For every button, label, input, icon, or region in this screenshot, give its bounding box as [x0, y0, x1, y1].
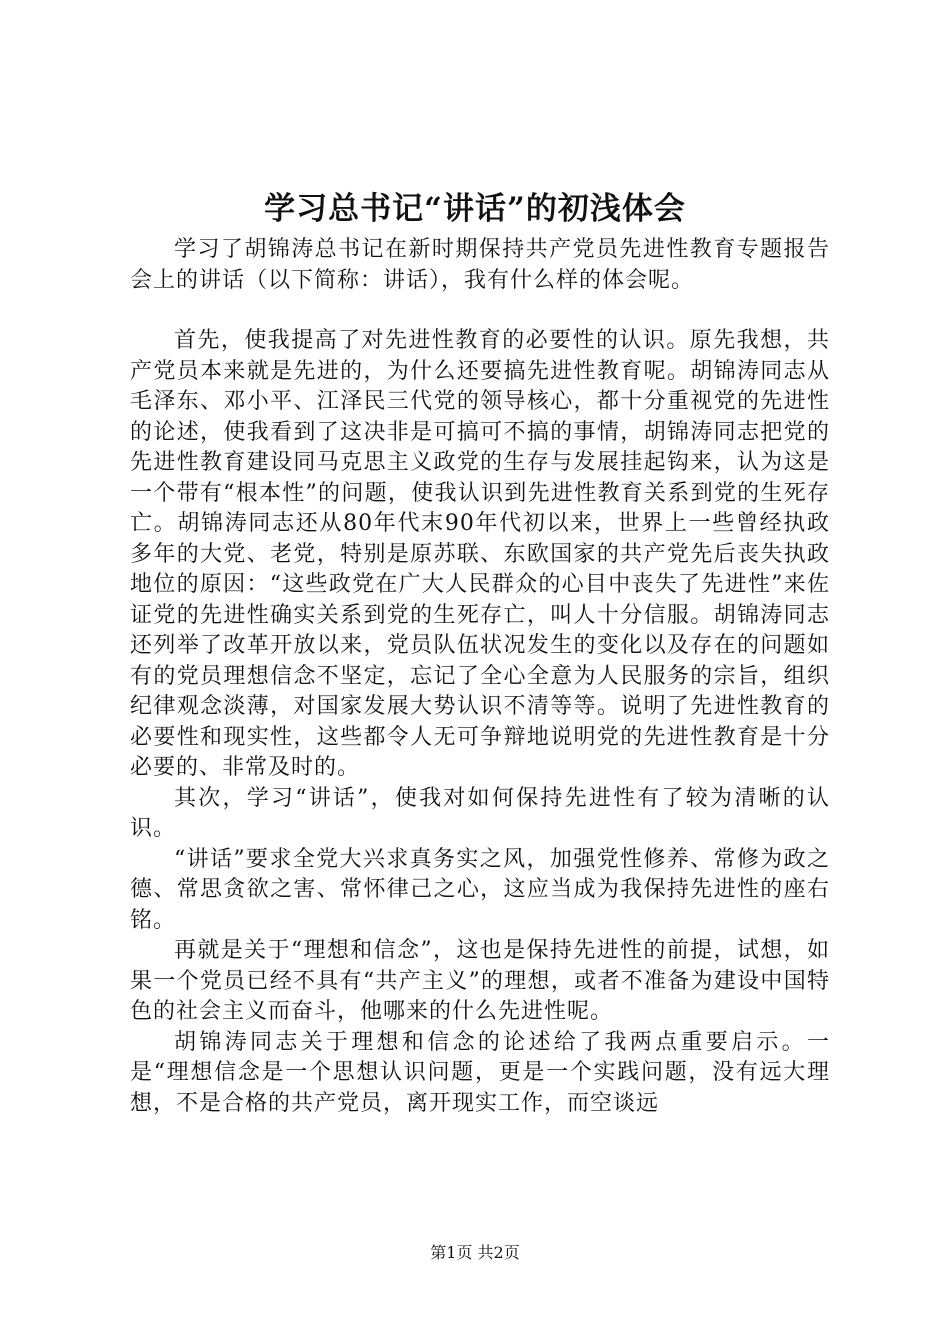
paragraph-ideals-beliefs: 再就是关于“理想和信念”，这也是保持先进性的前提，试想，如果一个党员已经不具有“共产主义”的理想，或者不准备为建设中国特色的社会主义而奋斗，他哪来的什么先进性呢。	[130, 938, 830, 1024]
paragraph-speech-requirements: “讲话”要求全党大兴求真务实之风，加强党性修养、常修为政之德、常思贪欲之害、常怀律己之心，这应当成为我保持先进性的座右铭。	[130, 846, 830, 933]
document-body	[130, 235, 830, 1119]
paragraph-second-point: 其次，学习“讲话”，使我对如何保持先进性有了较为清晰的认识。	[130, 785, 830, 841]
page-footer: 第1页 共2页	[430, 1243, 520, 1262]
document-title: 学习总书记“讲话”的初浅体会	[264, 191, 686, 227]
paragraph-intro: 学习了胡锦涛总书记在新时期保持共产党员先进性教育专题报告会上的讲话（以下简称：讲话），我有什么样的体会呢。	[130, 237, 830, 293]
paragraph-two-revelations: 胡锦涛同志关于理想和信念的论述给了我两点重要启示。一是“理想信念是一个思想认识问题，更是一个实践问题，没有远大理想，不是合格的共产党员，离开现实工作，而空谈远	[130, 1029, 830, 1116]
paragraph-first-point: 首先，使我提高了对先进性教育的必要性的认识。原先我想，共产党员本来就是先进的，为什么还要搞先进性教育呢。胡锦涛同志从毛泽东、邓小平、江泽民三代党的领导核心，都十分重视党的先进性的论述，使我看到了这决非是可搞可不搞的事情，胡锦涛同志把党的先进性教育建设同马克思主义政党的生存与发展挂起钩来，认为这是一个带有“根本性”的问题，使我认识到先进性教育关系到党的生死存亡。胡锦涛同志还从80年代末90年代初以来，世界上一些曾经执政多年的大党、老党，特别是原苏联、东欧国家的共产党先后丧失执政地位的原因：“这些政党在广大人民群众的心目中丧失了先进性”来佐证党的先进性确实关系到党的生死存亡，叫人十分信服。胡锦涛同志还列举了改革开放以来，党员队伍状况发生的变化以及存在的问题如有的党员理想信念不坚定，忘记了全心全意为人民服务的宗旨，组织纪律观念淡薄，对国家发展大势认识不清等等。说明了先进性教育的必要性和现实性，这些都令人无可争辩地说明党的先进性教育是十分必要的、非常及时的。	[130, 328, 830, 780]
